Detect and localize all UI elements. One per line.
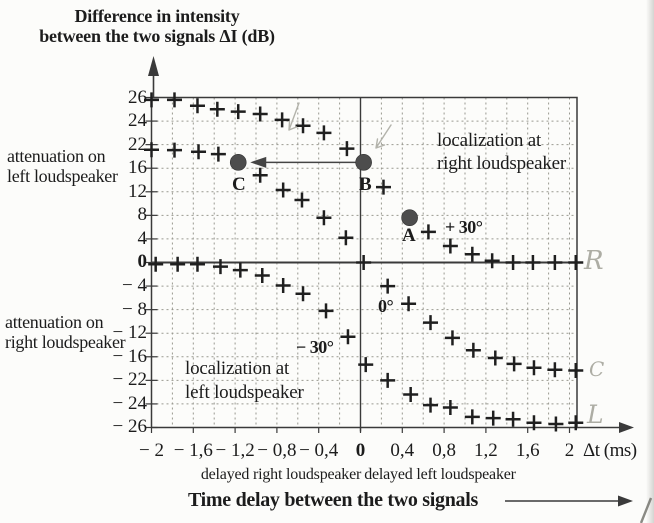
point-label-a: A xyxy=(402,225,416,246)
y-tick-label: 12 xyxy=(128,180,147,202)
pencil-letter-c: C xyxy=(589,357,605,381)
y-annotation-upper-line1: attenuation on xyxy=(7,146,106,166)
y-tick-label: 24 xyxy=(128,110,147,132)
x-axis-sublabel-left: delayed right loudspeaker xyxy=(200,466,362,483)
y-axis-arrow xyxy=(148,56,159,98)
y-tick-label: − 24 xyxy=(112,392,147,414)
x-axis-arrow xyxy=(577,422,634,433)
y-tick-label: 26 xyxy=(128,86,147,108)
x-tick-label: 2 xyxy=(564,440,575,461)
x-tick-label: − 2 xyxy=(139,440,164,461)
x-tick-label: 0 xyxy=(355,440,366,461)
x-axis-sublabel-right: delayed left loudspeaker xyxy=(364,466,516,483)
scan-edge-shadow xyxy=(646,0,654,523)
pencil-letter-r: R xyxy=(584,246,604,276)
y-tick-label: − 26 xyxy=(112,416,147,438)
y-tick-label: − 16 xyxy=(112,345,147,367)
angle-label-plus30: + 30° xyxy=(445,217,483,237)
x-tick-label: 0,4 xyxy=(390,440,415,461)
region-label-right-line1: localization at xyxy=(437,130,542,151)
y-tick-label: − 4 xyxy=(122,275,147,297)
y-tick-label: − 12 xyxy=(112,322,147,344)
y-tick-label: 22 xyxy=(128,133,147,155)
figure-title-line1: Difference in intensity xyxy=(74,6,240,26)
caption-arrow xyxy=(505,496,633,507)
x-axis-caption: Time delay between the two signals xyxy=(188,489,478,511)
y-tick-label: − 8 xyxy=(122,298,147,320)
figure-title-line2: between the two signals ΔI (dB) xyxy=(39,26,275,46)
x-axis-unit-label: Δt (ms) xyxy=(583,440,637,461)
x-tick-label: − 0,8 xyxy=(257,440,297,461)
x-tick-label: − 1,6 xyxy=(173,440,213,461)
x-tick-label: 1,6 xyxy=(515,440,540,461)
point-label-c: C xyxy=(232,174,246,195)
point-c-dot xyxy=(230,154,246,170)
y-tick-label: 4 xyxy=(137,227,147,249)
region-label-left-line2: left loudspeaker xyxy=(185,382,304,403)
y-tick-label: 8 xyxy=(137,204,147,226)
y-tick-label: 0 xyxy=(137,251,147,273)
angle-label-zero: 0° xyxy=(378,296,394,316)
x-tick-label: 1,2 xyxy=(474,440,498,461)
x-tick-label: − 0,4 xyxy=(299,440,339,461)
angle-label-minus30: − 30° xyxy=(296,337,334,357)
y-tick-label: − 22 xyxy=(112,369,147,391)
y-annotation-upper-line2: left loudspeaker xyxy=(7,166,118,186)
point-b-dot xyxy=(356,154,372,170)
series-markers-2 xyxy=(148,257,583,432)
y-annotation-lower-line1: attenuation on xyxy=(5,312,104,332)
point-a-dot xyxy=(402,210,418,226)
x-tick-label: − 1,2 xyxy=(215,440,255,461)
pencil-letter-l: L xyxy=(587,400,604,429)
y-tick-label: 16 xyxy=(128,157,147,179)
point-label-b: B xyxy=(359,174,372,195)
region-label-left-line1: localization at xyxy=(185,358,290,379)
y-annotation-lower-line2: right loudspeaker xyxy=(5,332,126,352)
region-label-right-line2: right loudspeaker xyxy=(437,153,567,174)
x-tick-label: 0,8 xyxy=(432,440,456,461)
